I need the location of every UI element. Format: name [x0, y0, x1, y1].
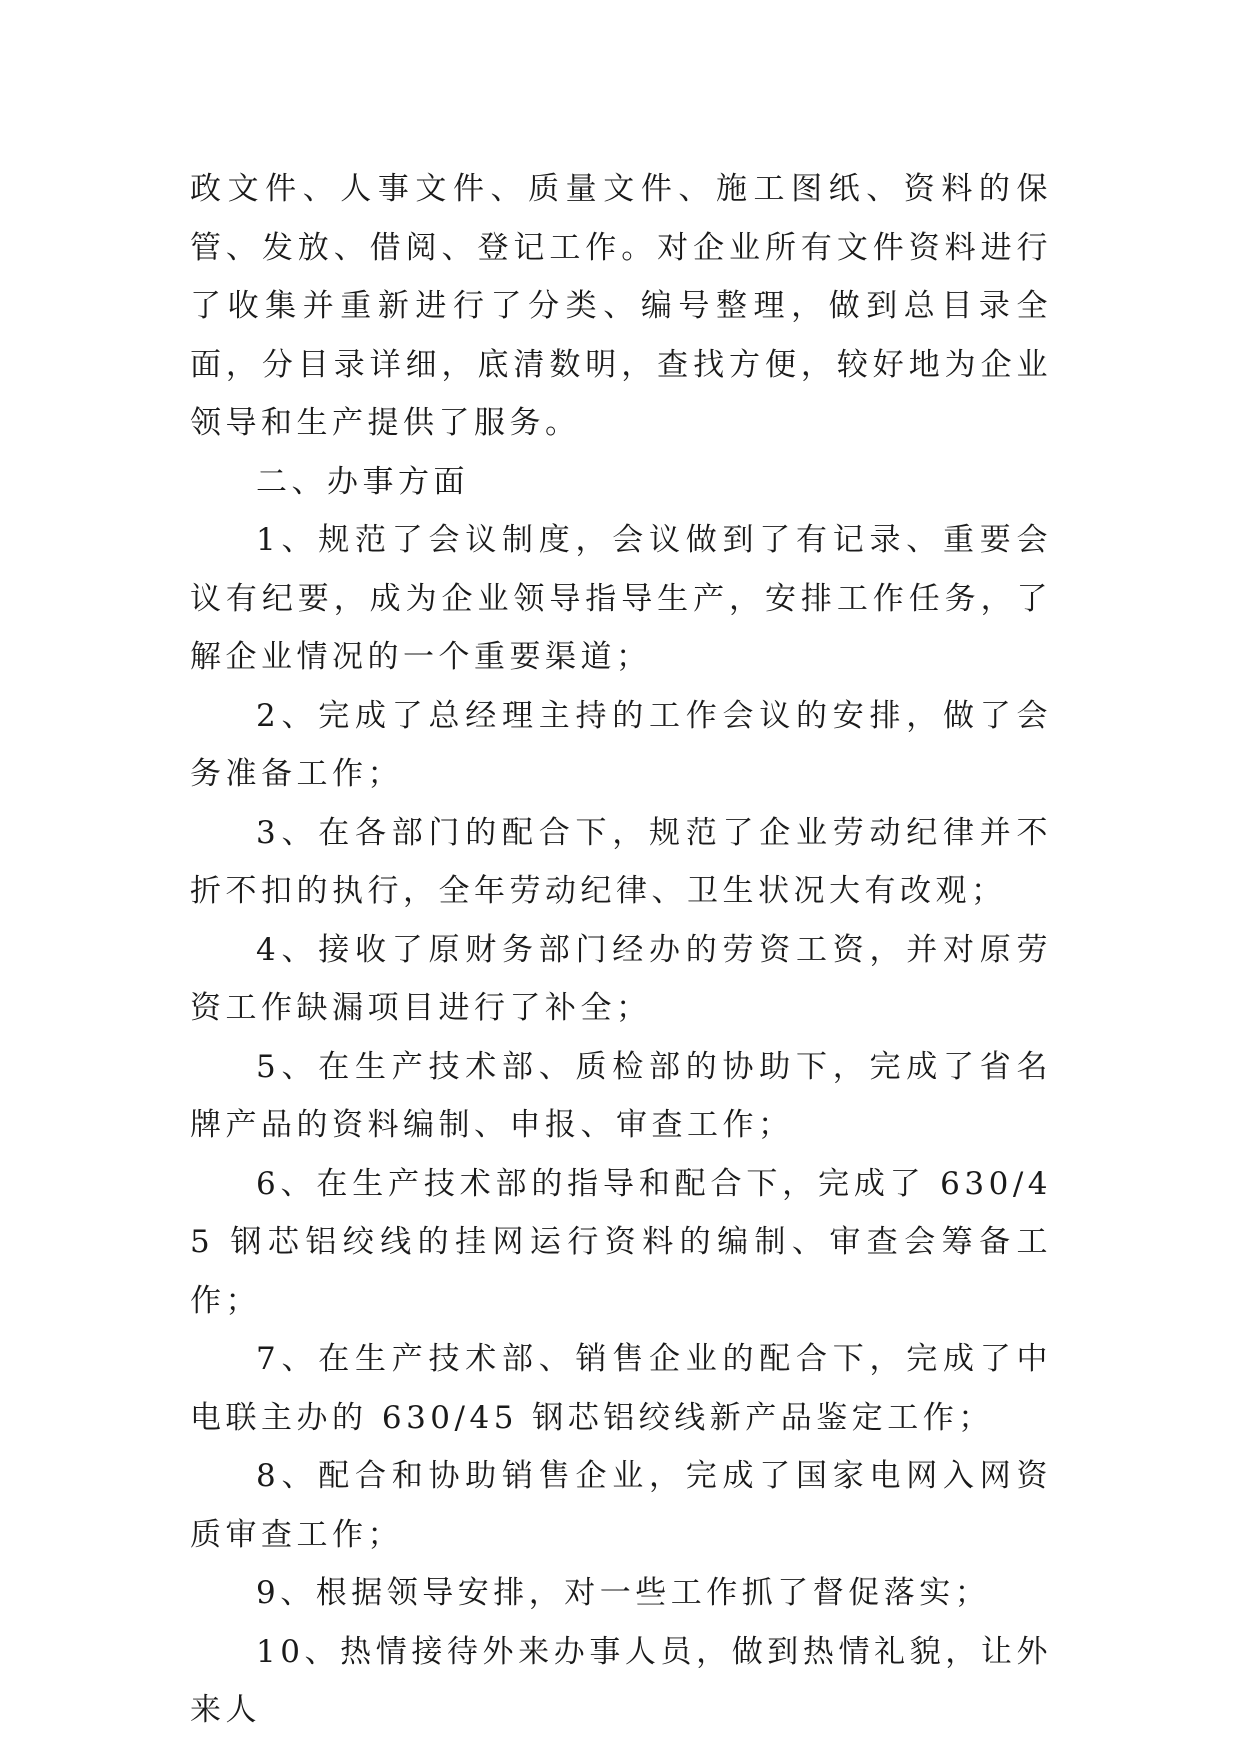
- list-item-9: 9、根据领导安排，对一些工作抓了督促落实；: [256, 1575, 991, 1611]
- list-item-3: 3、在各部门的配合下，规范了企业劳动纪律并不折不扣的执行，全年劳动纪律、卫生状况大有改观；: [190, 814, 1052, 909]
- list-item-1: 1、规范了会议制度，会议做到了有记录、重要会议有纪要，成为企业领导指导生产，安排工作任务，了解企业情况的一个重要渠道；: [190, 522, 1052, 675]
- list-item-8: 8、配合和协助销售企业，完成了国家电网入网资质审查工作；: [190, 1458, 1052, 1553]
- paragraph-continued: 政文件、人事文件、质量文件、施工图纸、资料的保管、发放、借阅、登记工作。对企业所有文件资料进行了收集并重新进行了分类、编号整理，做到总目录全面，分目录详细，底清数明，查找方便，较好地为企业领导和生产提供了服务。: [190, 171, 1052, 441]
- list-item-2: 2、完成了总经理主持的工作会议的安排，做了会务准备工作；: [190, 697, 1052, 792]
- list-item-7: 7、在生产技术部、销售企业的配合下，完成了中电联主办的 630/45 钢芯铝绞线新产品鉴定工作；: [190, 1341, 1052, 1436]
- list-item-6: 6、在生产技术部的指导和配合下，完成了 630/45 钢芯铝绞线的挂网运行资料的编制、审查会筹备工作；: [190, 1165, 1052, 1319]
- document-page: [190, 160, 1052, 1740]
- list-item-4: 4、接收了原财务部门经办的劳资工资，并对原劳资工作缺漏项目进行了补全；: [190, 931, 1052, 1026]
- list-item-5: 5、在生产技术部、质检部的协助下，完成了省名牌产品的资料编制、申报、审查工作；: [190, 1048, 1052, 1143]
- section-heading: 二、办事方面: [256, 463, 469, 500]
- list-item-10: 10、热情接待外来办事人员，做到热情礼貌，让外来人: [190, 1633, 1052, 1728]
